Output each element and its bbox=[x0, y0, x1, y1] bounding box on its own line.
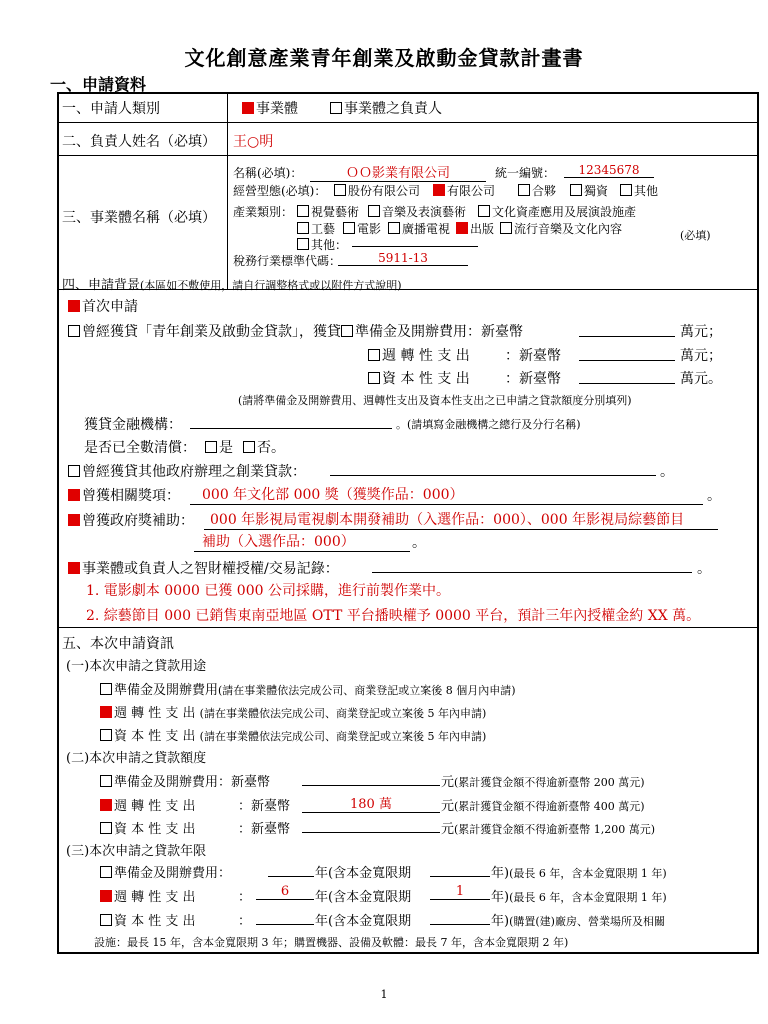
year-grace-label: 年(含本金寬限期 bbox=[315, 914, 412, 929]
row-divider bbox=[57, 627, 759, 628]
term-working-option[interactable]: 週 轉 性 支 出 bbox=[100, 886, 196, 905]
unit-wan: 萬元。 bbox=[680, 371, 722, 387]
amount-working-value[interactable]: 180 萬 bbox=[302, 793, 440, 813]
industry-option[interactable]: 電影 bbox=[343, 220, 381, 237]
colon: ： bbox=[238, 914, 252, 929]
amount-working-note: 元(累計獲貸金額不得逾新臺幣 400 萬元) bbox=[441, 799, 645, 814]
purpose-working-option[interactable]: 週 轉 性 支 出 (請在事業體依法完成公司、商業登記或立案後 5 年內申請) bbox=[100, 702, 486, 721]
business-type-option[interactable]: 股份有限公司 bbox=[334, 182, 420, 199]
industry-required-note: (必填) bbox=[680, 229, 711, 242]
period: 。 bbox=[412, 535, 426, 551]
row-divider bbox=[57, 122, 759, 123]
section-heading-application-data: 一、申請資料 bbox=[50, 75, 147, 94]
amount-capital-option[interactable]: 資 本 性 支 出 bbox=[100, 818, 196, 837]
amount-capital-note: 元(累計獲貸金額不得逾新臺幣 1,200 萬元) bbox=[441, 822, 656, 837]
tax-id-label: 統一編號： bbox=[495, 166, 556, 180]
ip-record-field[interactable] bbox=[372, 572, 692, 573]
tax-code-label: 稅務行業標準代碼： bbox=[233, 254, 342, 268]
current-application-header: 五、本次申請資訊 bbox=[62, 636, 174, 652]
background-section-header: 四、申請背景(本區如不敷使用，請自行調整格式或以附件方式說明) bbox=[62, 278, 402, 293]
year-grace-label: 年(含本金寬限期 bbox=[315, 890, 412, 905]
award-value[interactable]: 000 年文化部 000 獎（獲獎作品：000） bbox=[190, 484, 703, 505]
industry-option[interactable]: 流行音樂及文化內容 bbox=[500, 220, 622, 237]
repaid-yes-option[interactable]: 是 bbox=[205, 437, 233, 457]
business-type-option[interactable]: 合夥 bbox=[518, 182, 556, 199]
ntd-label: ：新臺幣 bbox=[238, 822, 291, 837]
award-option[interactable]: 曾獲相關獎項： bbox=[68, 485, 180, 505]
owner-name-value[interactable]: 王○明 bbox=[233, 134, 274, 150]
term-prep-years-field[interactable] bbox=[268, 876, 314, 877]
industry-option[interactable]: 工藝 bbox=[297, 220, 335, 237]
year-grace-label: 年(含本金寬限期 bbox=[315, 866, 412, 881]
owner-name-label: 二、負責人姓名（必填） bbox=[62, 134, 216, 150]
company-name-value[interactable]: ＯＯ影業有限公司 bbox=[310, 162, 486, 182]
term-working-grace-value[interactable]: 1 bbox=[430, 884, 490, 900]
repaid-label: 是否已全數清償： bbox=[84, 440, 196, 456]
amount-prep-option[interactable]: 準備金及開辦費用：新臺幣 bbox=[100, 771, 270, 790]
term-prep-grace-field[interactable] bbox=[430, 876, 490, 877]
loan-amount-title: (二)本次申請之貸款額度 bbox=[66, 751, 207, 766]
amount-capital-field[interactable] bbox=[302, 832, 440, 833]
fill-note: (請將準備金及開辦費用、週轉性支出及資本性支出之已申請之貸款額度分別填列) bbox=[238, 394, 632, 407]
industry-label: 產業類別： bbox=[233, 205, 294, 219]
period: 。 bbox=[697, 561, 711, 577]
period: 。 bbox=[660, 464, 674, 480]
business-type-option[interactable]: 獨資 bbox=[570, 182, 608, 199]
column-divider bbox=[227, 92, 228, 290]
term-working-years-value[interactable]: 6 bbox=[256, 884, 314, 900]
prior-working-option[interactable]: 週 轉 性 支 出 bbox=[368, 345, 470, 365]
repaid-no-option[interactable]: 否。 bbox=[243, 437, 285, 457]
period: 。 bbox=[707, 488, 721, 504]
term-capital-note: 年)(購置(建)廠房、營業場所及相關 bbox=[491, 914, 665, 929]
term-prep-option[interactable]: 準備金及開辦費用： bbox=[100, 862, 231, 881]
subsidy-value-line2[interactable]: 補助（入選作品：000） bbox=[194, 531, 410, 552]
prior-working-amount-field[interactable] bbox=[579, 360, 675, 361]
first-application-option[interactable]: 首次申請 bbox=[68, 296, 138, 316]
prior-capital-option[interactable]: 資 本 性 支 出 bbox=[368, 368, 470, 388]
business-type-label: 經營型態(必填)： bbox=[233, 184, 327, 198]
ip-record-option[interactable]: 事業體或負責人之智財權授權/交易記錄： bbox=[68, 558, 339, 578]
colon: ： bbox=[238, 890, 252, 905]
amount-working-option[interactable]: 週 轉 性 支 出 bbox=[100, 795, 196, 814]
loan-purpose-title: (一)本次申請之貸款用途 bbox=[66, 659, 207, 674]
unit-wan: 萬元； bbox=[680, 324, 722, 340]
applicant-type-option-entity[interactable]: 事業體 bbox=[242, 98, 298, 118]
company-name-label: 名稱(必填)： bbox=[233, 166, 303, 180]
industry-other-field[interactable] bbox=[352, 246, 478, 247]
prior-loan-option[interactable]: 曾經獲貸「青年創業及啟動金貸款」，獲貸 準備金及開辦費用：新臺幣 bbox=[68, 321, 523, 341]
purpose-capital-option[interactable]: 資 本 性 支 出 (請在事業體依法完成公司、商業登記或立案後 5 年內申請) bbox=[100, 725, 486, 744]
industry-option[interactable]: 視覺藝術 bbox=[297, 203, 359, 220]
unit-wan: 萬元； bbox=[680, 348, 722, 364]
ip-record-item-2: 2. 綜藝節目 000 已銷售東南亞地區 OTT 平台播映權予 0000 平台，預計三年內授權金約 XX 萬。 bbox=[86, 608, 701, 624]
loan-term-title: (三)本次申請之貸款年限 bbox=[66, 844, 207, 859]
ntd-label: ：新臺幣 bbox=[505, 348, 561, 364]
applicant-type-option-owner[interactable]: 事業體之負責人 bbox=[330, 98, 442, 118]
bank-field[interactable] bbox=[190, 428, 392, 429]
business-type-option[interactable]: 有限公司 bbox=[433, 182, 495, 199]
term-capital-option[interactable]: 資 本 性 支 出 bbox=[100, 910, 196, 929]
term-capital-note-line2: 設施：最長 15 年，含本金寬限期 3 年；購置機器、設備及軟體：最長 7 年，含本金寬限期 2 年) bbox=[94, 936, 569, 949]
bank-note: 。(請填寫金融機構之總行及分行名稱) bbox=[396, 418, 581, 431]
industry-option[interactable]: 文化資產應用及展演設施產 bbox=[478, 203, 636, 220]
bank-label: 獲貸金融機構： bbox=[84, 417, 182, 433]
other-gov-loan-field[interactable] bbox=[330, 475, 656, 476]
amount-prep-note: 元(累計獲貸金額不得逾新臺幣 200 萬元) bbox=[441, 775, 645, 790]
term-capital-years-field[interactable] bbox=[256, 924, 314, 925]
applicant-type-label: 一、申請人類別 bbox=[62, 101, 160, 117]
tax-code-value[interactable]: 5911-13 bbox=[338, 251, 468, 266]
industry-option[interactable]: 廣播電視 bbox=[388, 220, 450, 237]
purpose-prep-option[interactable]: 準備金及開辦費用(請在事業體依法完成公司、商業登記或立案後 8 個月內申請) bbox=[100, 679, 516, 698]
page-number: 1 bbox=[380, 988, 388, 1001]
entity-name-label: 三、事業體名稱（必填） bbox=[62, 210, 216, 226]
document-title: 文化創意產業青年創業及啟動金貸款計畫書 bbox=[184, 46, 584, 70]
term-working-note: 年)(最長 6 年，含本金寬限期 1 年) bbox=[491, 890, 667, 905]
industry-option-other[interactable]: 其他： bbox=[297, 236, 347, 253]
ip-record-item-1: 1. 電影劇本 0000 已獲 000 公司採購，進行前製作業中。 bbox=[86, 583, 450, 599]
ntd-label: ：新臺幣 bbox=[505, 371, 561, 387]
row-divider bbox=[57, 155, 759, 156]
other-gov-loan-option[interactable]: 曾經獲貸其他政府辦理之創業貸款： bbox=[68, 461, 306, 481]
industry-option[interactable]: 出版 bbox=[456, 220, 494, 237]
prior-prep-amount-field[interactable] bbox=[579, 336, 675, 337]
business-type-option[interactable]: 其他 bbox=[620, 182, 658, 199]
subsidy-value-line1[interactable]: 000 年影視局電視劇本開發補助（入選作品：000）、000 年影視局綜藝節目 bbox=[204, 509, 718, 530]
amount-prep-field[interactable] bbox=[302, 785, 440, 786]
industry-option[interactable]: 音樂及表演藝術 bbox=[368, 203, 466, 220]
checkbox-checked[interactable] bbox=[242, 102, 254, 114]
prior-capital-amount-field[interactable] bbox=[579, 383, 675, 384]
term-capital-grace-field[interactable] bbox=[430, 924, 490, 925]
checkbox[interactable] bbox=[330, 102, 342, 114]
tax-id-value[interactable]: 12345678 bbox=[564, 163, 654, 178]
term-prep-note: 年)(最長 6 年，含本金寬限期 1 年) bbox=[491, 866, 667, 881]
subsidy-option[interactable]: 曾獲政府獎補助： bbox=[68, 510, 194, 530]
ntd-label: ：新臺幣 bbox=[238, 799, 291, 814]
